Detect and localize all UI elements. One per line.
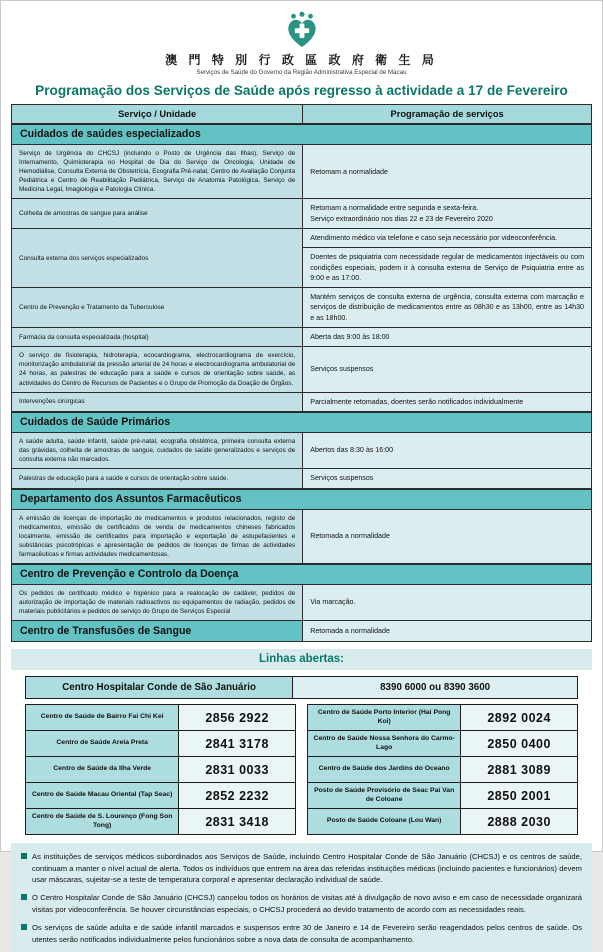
org-name-portuguese: Serviços de Saúde do Governo da Região Administrativa Especial de Macau	[196, 69, 407, 76]
phone-table-right	[307, 704, 578, 835]
service-cell: Palestras de educação para a saúde e cursos de orientação sobre saúde.	[12, 469, 303, 487]
program-cell: Serviços suspensos	[303, 469, 591, 487]
health-centre-name: Posto de Saúde Provisório de Seac Pai Van de Coloane	[308, 783, 461, 808]
health-centre-name: Centro de Saúde de Bairro Fai Chi Kei	[26, 705, 179, 730]
col-header-program: Programação de serviços	[390, 109, 504, 119]
health-centre-phone: 2881 3089	[461, 757, 577, 782]
table-row	[12, 328, 591, 347]
table-row	[12, 621, 591, 641]
health-centre-phone: 2850 2001	[461, 783, 577, 808]
square-bullet-icon	[21, 894, 27, 900]
program-cell: Mantém serviços de consulta externa de urgência, consulta externa com marcação e serviços de distribuição de medicamentos entre as 08h30 e as 13h00, entre as 14h30 e as 18h00.	[303, 288, 591, 327]
program-cell: Retomam a normalidade	[303, 145, 591, 198]
phone-row	[26, 705, 295, 731]
square-bullet-icon	[21, 924, 27, 930]
table-row	[12, 585, 591, 621]
col-header-service: Serviço / Unidade	[12, 105, 303, 123]
phone-row	[308, 705, 577, 731]
phone-row	[26, 783, 295, 809]
phone-tables	[25, 704, 578, 835]
health-centre-name: Centro de Saúde Porto Interior (Hai Pong Koi)	[308, 705, 461, 730]
service-cell: Intervenções cirúrgicas	[12, 393, 303, 411]
program-cell: Abertos das 8:30 às 16:00	[303, 433, 591, 468]
logo-figures	[291, 12, 313, 19]
health-centre-phone: 2856 2922	[179, 705, 295, 730]
phone-table-left	[25, 704, 296, 835]
note-text: O Centro Hospitalar Conde de São Januário (CHCSJ) cancelou todos os horários de visitas até à divulgação de novo aviso e em caso de necessidade organizará visitas por videoconferência. Se houver circunstâncias especiais, o CHCSJ procederá ao devido tratamento de acordo com as necessidades reais.	[32, 893, 582, 914]
table-row	[12, 433, 591, 469]
service-cell: Colheita de amostras de sangue para análise	[12, 199, 303, 228]
note-text: Os serviços de saúde adulta e de saúde infantil marcados e suspensos entre 30 de Janeiro e 14 de Fevereiro serão reagendados pelos centros de saúde. Os utentes serão notificados individualmente pelos funcionários sobre a nova data de consulta de acompanhamento.	[32, 923, 582, 944]
note-item	[21, 922, 582, 945]
header	[11, 10, 592, 76]
service-cell: Farmácia da consulta especializada (hospital)	[12, 328, 303, 346]
program-cell: Via marcação.	[303, 585, 591, 620]
health-centre-phone: 2841 3178	[179, 731, 295, 756]
health-centre-name: Posto de Saúde Coloane (Lou Wan)	[308, 809, 461, 834]
program-line: Retomam a normalidade entre segunda e sexta-feira.	[310, 204, 479, 213]
hotline-hospital-phone: 8390 6000 ou 8390 3600	[293, 677, 577, 698]
table-row	[12, 199, 591, 229]
health-bureau-logo-icon	[282, 10, 322, 50]
table-row	[12, 510, 591, 564]
hotline-hospital-row	[25, 676, 578, 699]
table-row	[12, 288, 591, 328]
phone-row	[308, 757, 577, 783]
table-header-row	[12, 105, 591, 124]
service-cell: O serviço de fisioterapia, hidroterapia, ecocardiograma, electrocardiograma de exercício, monitorização ambulatorial da pressão arterial de 24 horas e electrocardiograma ambulatorial de 24 horas, as palestras de educação para a saúde e cursos de orientação sobre saúde, as actividades do Centro de Recursos de Pacientes e o Grupo de Promoção da Doação de Órgãos.	[12, 347, 303, 391]
open-lines-title: Linhas abertas:	[11, 649, 592, 670]
note-text: As instituições de serviços médicos subordinados aos Serviços de Saúde, incluindo Centro Hospitalar Conde de São Januário (CHCSJ) e os centros de saúde, continuam a manter o nível actual de alerta. Todos os indivíduos que entrem na área das referidas instituições médicas (incluindo pacientes e funcionários) devem usar máscaras, sujeitar-se a teste de temperatura corporal e apresentar declaração individual de saúde.	[32, 852, 582, 885]
section-header-disease-control: Centro de Prevenção e Controlo da Doença	[12, 564, 591, 585]
program-cell: Retomada a normalidade	[303, 621, 591, 641]
health-centre-phone: 2888 2030	[461, 809, 577, 834]
section-header-blood-transfusion: Centro de Transfusões de Sangue	[12, 621, 303, 641]
health-centre-name: Centro de Saúde Nossa Senhora do Carmo-Lago	[308, 731, 461, 756]
phone-row	[26, 809, 295, 834]
table-row	[12, 393, 591, 412]
phone-row	[26, 731, 295, 757]
table-row	[12, 347, 591, 392]
health-centre-phone: 2852 2232	[179, 783, 295, 808]
program-cell: Aberta das 9:00 às 18:00	[303, 328, 591, 346]
section-header-primary-care: Cuidados de Saúde Primários	[12, 412, 591, 433]
services-table	[11, 104, 592, 642]
phone-row	[308, 783, 577, 809]
square-bullet-icon	[21, 853, 27, 859]
program-cell: Parcialmente retomadas, doentes serão notificados individualmente	[303, 393, 591, 411]
phone-row	[308, 809, 577, 834]
service-cell: Serviço de Urgência do CHCSJ (incluindo o Posto de Urgência das Ilhas), Serviço de Internamento, Quimioterapia no Hospital de Dia do Serviço de Oncologia, Unidade de Hemodiálise, Consulta Externa de Obstetrícia, Ecografia Pré-natal, Centro de Avaliação Conjunta Pediátrica e Centro de Reabilitação Pediátrica, Serviço de Anatomia Patológica, Serviço de Medicina Legal, Imagiologia e Patologia Clínica.	[12, 145, 303, 198]
table-row	[12, 145, 591, 199]
page-title: Programação dos Serviços de Saúde após regresso à actividade a 17 de Fevereiro	[35, 83, 568, 98]
note-item	[21, 892, 582, 915]
health-centre-phone: 2831 0033	[179, 757, 295, 782]
program-subcell: Doentes de psiquiatria com necessidade regular de medicamentos injectáveis ou com condições especiais, podem ir à consulta externa de Serviço de Psiquiatria entre as 9:00 e as 17:00.	[303, 247, 591, 287]
health-centre-name: Centro de Saúde da Ilha Verde	[26, 757, 179, 782]
note-item	[21, 851, 582, 885]
service-cell: Centro de Prevenção e Tratamento da Tuberculose	[12, 288, 303, 327]
health-centre-name: Centro de Saúde dos Jardins do Oceano	[308, 757, 461, 782]
service-cell: Os pedidos de certificado médico e higiénico para a realocação de cadáver, pedidos de autorização de importação de materiais radioactivos ou equipamentos de radiação, pedidos de materiais publicitários e pedidos de serviço do Grupo de Serviços Especial	[12, 585, 303, 620]
service-cell: Consulta externa dos serviços especializados	[12, 229, 303, 287]
table-row	[12, 469, 591, 488]
program-cell: Serviços suspensos	[303, 347, 591, 391]
program-cell: Retomada a normalidade	[303, 510, 591, 563]
health-centre-name: Centro de Saúde Areia Preta	[26, 731, 179, 756]
service-cell: A emissão de licenças de importação de medicamentos e produtos relacionados, registo de medicamentos, emissão de certificados de venda de medicamentos chineses fabricados localmente, emissão de certificados para importação e exportação de estupefacientes e substâncias psicotrópicas e apresentação de pedidos de licenças de firmas de actividades farmacêuticas e firmas actividades medicamentosas.	[12, 510, 303, 563]
health-centre-name: Centro de Saúde Macau Oriental (Tap Seac)	[26, 783, 179, 808]
notes-panel	[11, 843, 592, 952]
program-line: Serviço extraordinário nos dias 22 e 23 de Fevereiro 2020	[310, 214, 493, 223]
service-cell: A saúde adulta, saúde infantil, saúde pré-natal, ecografia obstétrica, primeira consulta externa das grávidas, colheita de amostras de sangue, cuidados de saúde generalizados e serviços de consulta externa não marcados.	[12, 433, 303, 468]
health-centre-phone: 2831 3418	[179, 809, 295, 834]
section-header-specialized-care: Cuidados de saúdes especializados	[12, 124, 591, 145]
table-row	[12, 229, 591, 288]
health-centre-phone: 2850 0400	[461, 731, 577, 756]
health-centre-name: Centro de Saúde de S. Lourenço (Fong Son Tong)	[26, 809, 179, 834]
phone-row	[26, 757, 295, 783]
program-cell	[303, 199, 591, 228]
org-name-chinese: 澳 門 特 別 行 政 區 政 府 衛 生 局	[165, 53, 438, 67]
section-header-pharmaceutical: Departamento dos Assuntos Farmacêuticos	[12, 489, 591, 510]
hotline-hospital-name: Centro Hospitalar Conde de São Januário	[26, 677, 293, 698]
program-subcell: Atendimento médico via telefone e caso seja necessário por videoconferência.	[310, 234, 558, 243]
phone-row	[308, 731, 577, 757]
health-centre-phone: 2892 0024	[461, 705, 577, 730]
program-cell-group	[303, 229, 591, 287]
